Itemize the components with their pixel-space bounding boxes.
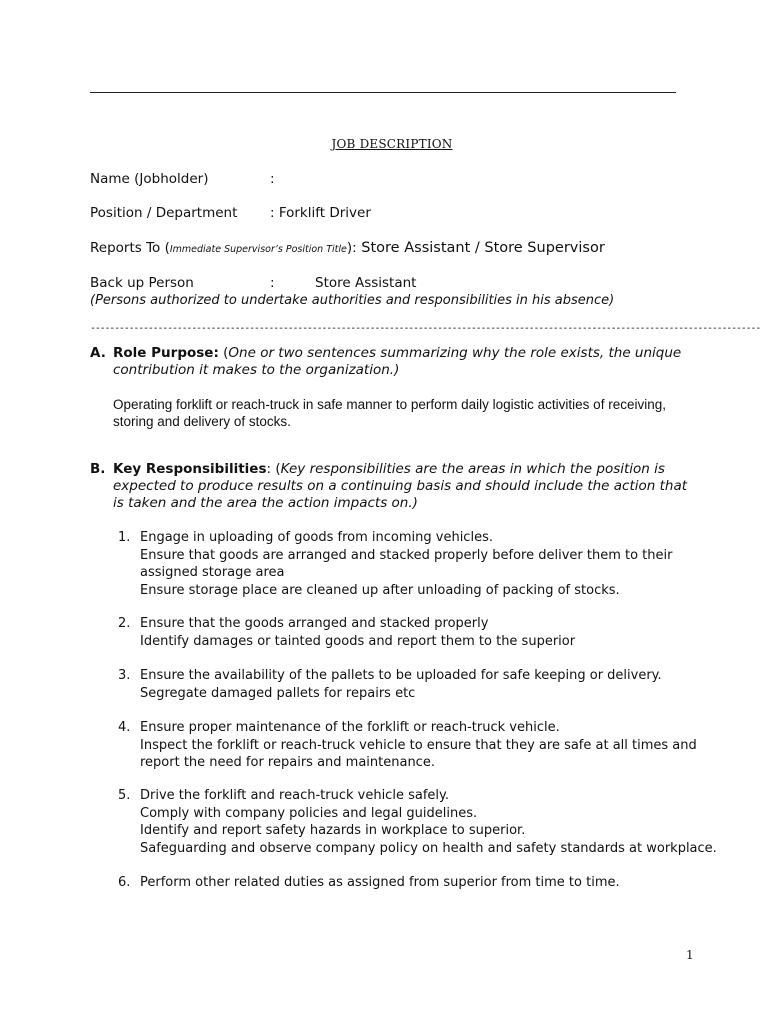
role-purpose-text: Operating forklift or reach-truck in safe manner to perform daily logistic activities of receiving, storing and delivery of stocks. (113, 397, 666, 429)
reports-note: Immediate Supervisor’s Position Title (169, 244, 347, 255)
field-backup-person (90, 275, 417, 291)
backup-label: Back up Person (90, 275, 194, 291)
item-line: Perform other related duties as assigned from superior from time to time. (140, 875, 620, 890)
reports-note-close: ): (346, 240, 357, 256)
field-name (90, 171, 275, 187)
responsibility-item-1 (118, 529, 718, 599)
document-title: JOB DESCRIPTION (331, 137, 453, 151)
dashed-divider: ------------------------------------------------------------------------------------------------------------------------------------------- (90, 323, 761, 334)
reports-label: Reports To (90, 240, 161, 256)
reports-value: Store Assistant / Store Supervisor (356, 240, 605, 256)
responsibility-item-6 (118, 874, 718, 892)
item-line: Ensure that the goods arranged and stacked properly (140, 616, 489, 631)
item-line: Identify damages or tainted goods and report them to the superior (140, 633, 576, 649)
top-horizontal-rule (90, 92, 676, 93)
item-number: 3. (118, 668, 131, 683)
section-b-open: : ( (266, 461, 281, 477)
responsibility-item-5 (118, 787, 718, 857)
backup-separator: : (270, 275, 275, 291)
item-line: Engage in uploading of goods from incoming vehicles. (140, 530, 493, 545)
page-number: 1 (686, 948, 694, 962)
section-b-title: Key Responsibilities (113, 461, 267, 477)
name-label: Name (Jobholder) (90, 171, 209, 187)
item-line: Ensure storage place are cleaned up after unloading of packing of stocks. (140, 582, 620, 598)
responsibility-item-3 (118, 667, 718, 702)
section-b-letter: B. (90, 461, 106, 477)
name-separator: : (270, 171, 275, 187)
item-number: 1. (118, 530, 131, 545)
field-reports-to (90, 240, 605, 256)
section-a-open: ( (218, 345, 229, 361)
item-line: Comply with company policies and legal guidelines. (140, 805, 478, 821)
item-line: Ensure that goods are arranged and stacked properly before deliver them to their assigned storage area (140, 547, 673, 580)
section-a-note: One or two sentences summarizing why the role exists, the unique contribution it makes to the organization.) (113, 345, 682, 378)
responsibility-item-2 (118, 615, 718, 650)
section-b-heading (90, 461, 700, 512)
position-label: Position / Department (90, 205, 238, 221)
section-a-heading (90, 345, 700, 379)
item-line: Ensure proper maintenance of the forklift or reach-truck vehicle. (140, 720, 560, 735)
position-value: : Forklift Driver (270, 205, 371, 221)
section-a-letter: A. (90, 345, 106, 361)
responsibility-item-4 (118, 719, 718, 772)
item-line: Safeguarding and observe company policy on health and safety standards at workplace. (140, 840, 717, 856)
item-line: Drive the forklift and reach-truck vehicle safely. (140, 788, 449, 803)
item-line: Ensure the availability of the pallets to be uploaded for safe keeping or delivery. (140, 668, 662, 683)
item-number: 6. (118, 875, 131, 890)
field-position (90, 205, 371, 221)
item-line: Inspect the forklift or reach-truck vehicle to ensure that they are safe at all times and report the need for repairs and maintenance. (140, 737, 697, 770)
item-number: 4. (118, 720, 131, 735)
backup-value: Store Assistant (315, 275, 417, 291)
item-number: 5. (118, 788, 131, 803)
item-number: 2. (118, 616, 131, 631)
section-a-title: Role Purpose: (113, 345, 219, 361)
item-line: Segregate damaged pallets for repairs etc (140, 685, 416, 701)
reports-note-open: ( (160, 240, 170, 256)
backup-note: (Persons authorized to undertake authorities and responsibilities in his absence) (90, 293, 615, 308)
section-b-note: Key responsibilities are the areas in which the position is expected to produce results on a continuing basis and should include the action that is taken and the area the action impacts on.) (113, 461, 688, 511)
item-line: Identify and report safety hazards in workplace to superior. (140, 823, 526, 838)
